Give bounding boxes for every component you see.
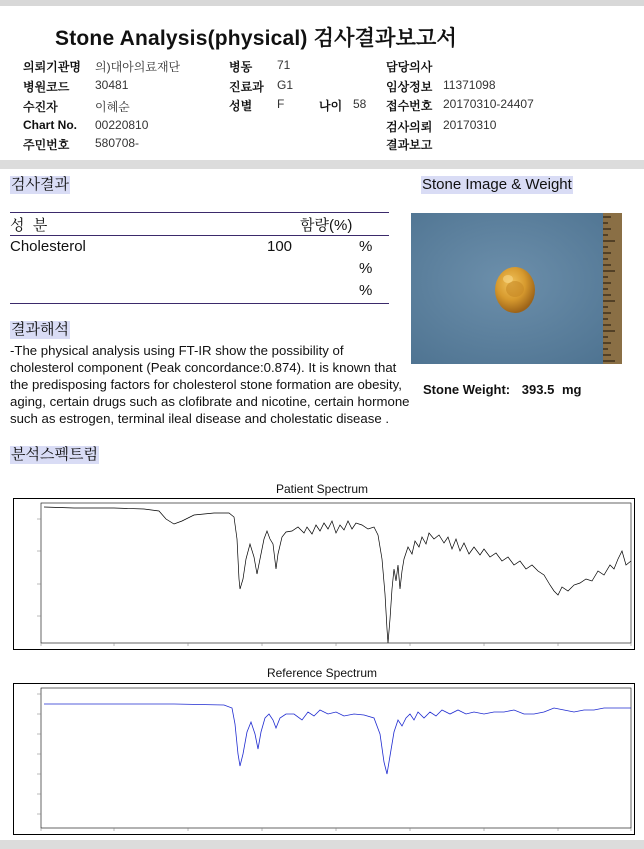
results-section-title: 검사결과 <box>11 176 69 193</box>
result-component-1: Cholesterol <box>10 238 86 255</box>
results-header-rule <box>10 235 389 236</box>
ward-label: 병동 <box>229 60 253 74</box>
stone-weight-value: 393.5 <box>521 382 555 397</box>
chart-no-label: Chart No. <box>23 118 77 132</box>
result-value-1: 100 <box>267 238 293 255</box>
stone-photo-graphic <box>411 213 622 364</box>
patient-spectrum-line <box>44 507 631 643</box>
reference-spectrum-title: Reference Spectrum <box>266 666 378 680</box>
ward-value: 71 <box>277 58 291 72</box>
report-date-label: 결과보고 <box>386 138 433 152</box>
patient-spectrum-title: Patient Spectrum <box>275 482 369 496</box>
stone-weight <box>423 382 581 397</box>
result-unit-3: % <box>359 282 373 299</box>
sex-label: 성별 <box>229 99 253 113</box>
dept-label: 진료과 <box>229 80 264 94</box>
request-label: 검사의뢰 <box>386 120 433 134</box>
interpretation-section-title: 결과해석 <box>11 321 69 338</box>
reference-spectrum-plot <box>14 684 634 834</box>
results-bottom-rule <box>10 303 389 304</box>
component-column-header: 성 분 <box>10 217 48 234</box>
results-top-rule <box>10 212 389 213</box>
receipt-no-label: 접수번호 <box>386 99 433 113</box>
resident-no-label: 주민번호 <box>23 138 70 152</box>
hospital-code-value: 30481 <box>95 78 129 92</box>
reference-spectrum-frame <box>13 683 635 835</box>
institution-value: 의)대아의료재단 <box>95 60 181 74</box>
doctor-label: 담당의사 <box>386 60 433 74</box>
collector-label: 수진자 <box>23 100 58 114</box>
clinical-info-label: 임상정보 <box>386 80 433 94</box>
report-title: Stone Analysis(physical) 검사결과보고서 <box>55 27 458 50</box>
chart-no-value: 00220810 <box>95 118 149 132</box>
resident-no-value: 580708- <box>95 136 140 150</box>
stone-weight-label: Stone Weight: <box>423 382 511 397</box>
interpretation-text: -The physical analysis using FT-IR show the possibility of cholesterol component (Peak concordance:0.874). It is known that the predisposing factors for cholesterol stone formation are obesity, aging, certain drugs such as clofibrate and nicotine, certain hormone such as estrogen, terminal ileal disease and cholestatic disease . <box>10 343 410 426</box>
header-separator <box>0 160 644 169</box>
patient-spectrum-frame <box>13 498 635 650</box>
dept-value: G1 <box>277 78 294 92</box>
content-column-header: 함량(%) <box>300 217 353 234</box>
spectrum-section-title: 분석스펙트럼 <box>11 446 98 463</box>
hospital-code-label: 병원코드 <box>23 80 70 94</box>
footer-separator <box>0 840 644 849</box>
stone-weight-unit: mg <box>561 382 582 397</box>
stone-image-section-title: Stone Image & Weight <box>422 176 572 193</box>
result-unit-2: % <box>359 260 373 277</box>
top-rule <box>0 0 644 6</box>
age-value: 58 <box>353 97 367 111</box>
receipt-no-value: 20170310-24407 <box>443 97 534 111</box>
collector-value: 이혜순 <box>95 100 130 114</box>
clinical-info-value: 11371098 <box>443 78 496 92</box>
patient-spectrum-plot <box>14 499 634 649</box>
request-value: 20170310 <box>443 118 497 132</box>
sex-value: F <box>277 97 285 111</box>
stone-photo <box>411 213 622 364</box>
age-label: 나이 <box>319 99 343 113</box>
reference-spectrum-line <box>44 704 631 774</box>
institution-label: 의뢰기관명 <box>23 60 81 74</box>
result-unit-1: % <box>359 238 373 255</box>
